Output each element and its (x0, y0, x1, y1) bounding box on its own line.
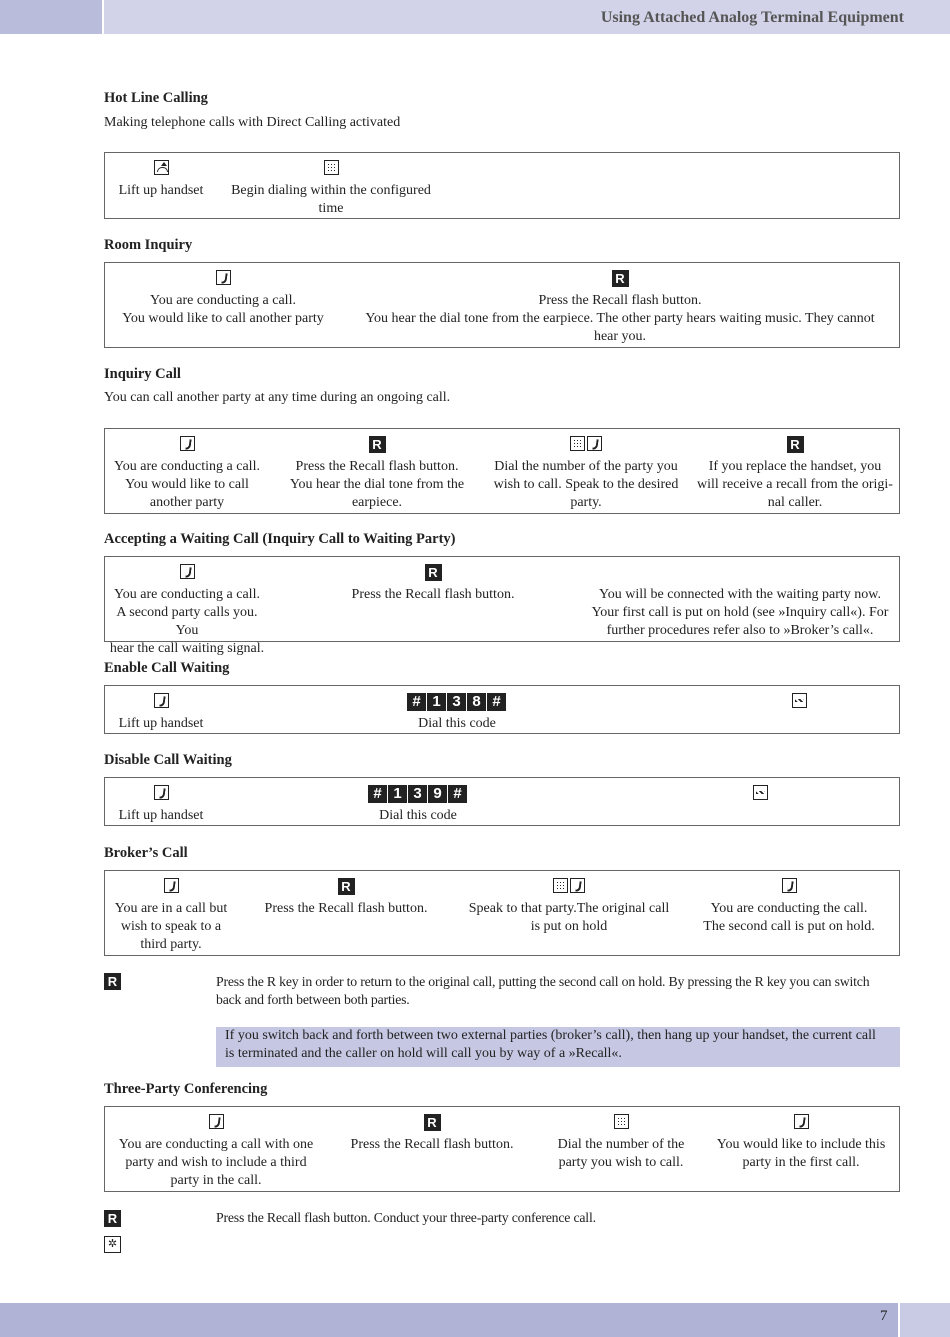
keypad-icon (570, 436, 585, 451)
step: You are in a call but wish to speak to a third party. (105, 871, 237, 954)
step (785, 686, 813, 715)
enable-waiting-heading: Enable Call Waiting (104, 660, 230, 676)
step: You are conducting a call. A second party calls you. You hear the call waiting signal. (105, 557, 269, 658)
step: You are conducting a call. You would like to call another party (105, 263, 341, 328)
recall-r-icon: R (104, 973, 121, 990)
step: You are conducting a call. You would like to call another party (105, 429, 269, 512)
step: You are conducting a call with one party and wish to include a third party in the call. (105, 1107, 327, 1190)
recall-r-icon: R (369, 436, 386, 453)
step: Dial the number of the party you wish to call. (533, 1107, 709, 1172)
room-inquiry-box (104, 262, 900, 348)
conference-heading: Three-Party Conferencing (104, 1081, 268, 1097)
note-box: If you switch back and forth between two external parties (broker’s call), then hang up your handset, the current call is terminated and the caller on hold will call you by way of a »Recall«. (216, 1027, 900, 1067)
brokers-heading: Broker’s Call (104, 845, 188, 861)
header-left-band (0, 0, 102, 34)
code-key: 3 (447, 693, 466, 711)
step: You are conducting the call. The second call is put on hold. (689, 871, 889, 936)
step: Lift up handset (105, 686, 217, 733)
handset-icon (209, 1114, 224, 1129)
recall-r-icon: R (425, 564, 442, 581)
recall-r-icon: R (787, 436, 804, 453)
confirmation-tone-icon (792, 693, 807, 708)
inquiry-call-box (104, 428, 900, 514)
step: R Press the Recall flash button. (351, 565, 515, 602)
step: R Press the Recall flash button. You hear the dial tone from the earpiece. (289, 437, 465, 510)
brokers-box (104, 870, 900, 956)
step: You would like to include this party in the first call. (705, 1107, 897, 1172)
accepting-waiting-heading: Accepting a Waiting Call (Inquiry Call to Waiting Party) (104, 531, 456, 547)
code-key: 3 (408, 785, 427, 803)
hot-line-intro: Making telephone calls with Direct Calling activated (104, 115, 401, 130)
room-inquiry-heading: Room Inquiry (104, 237, 193, 253)
step: R Press the Recall flash button. You hear the dial tone from the earpiece. The other party hears waiting music. They cannot hear you. (365, 271, 875, 344)
page-number: 7 (880, 1308, 888, 1324)
code-key: # (487, 693, 506, 711)
step: Lift up handset (105, 153, 217, 200)
code-key: # (448, 785, 467, 803)
confirmation-tone-icon (753, 785, 768, 800)
header-band (104, 0, 950, 34)
step: # 1 3 8 # Dial this code (355, 686, 559, 733)
conference-icon: ✲ (104, 1236, 121, 1253)
step: Begin dialing within the configured time (217, 153, 445, 218)
accepting-waiting-box (104, 556, 900, 656)
keypad-icon (614, 1114, 629, 1129)
disable-waiting-box (104, 777, 900, 826)
code-key: 1 (388, 785, 407, 803)
code-key: 9 (428, 785, 447, 803)
step: R If you replace the handset, you will receive a recall from the origi- nal caller. (697, 437, 893, 510)
step: R Press the Recall flash button. (264, 879, 428, 916)
keypad-icon (324, 160, 339, 175)
brokers-r-text: Press the R key in order to return to the original call, putting the second call on hold. By pressing the R key you can switch back and forth between both parties. (216, 974, 870, 1007)
step (746, 778, 774, 807)
step: # 1 3 9 # Dial this code (315, 778, 521, 825)
disable-waiting-heading: Disable Call Waiting (104, 752, 232, 768)
handset-icon (794, 1114, 809, 1129)
code-key: # (368, 785, 387, 803)
code-key: 8 (467, 693, 486, 711)
keypad-icon (553, 878, 568, 893)
lift-handset-icon (154, 160, 169, 175)
handset-icon (180, 564, 195, 579)
recall-r-icon: R (612, 270, 629, 287)
handset-icon (154, 785, 169, 800)
footer-band (0, 1303, 898, 1337)
enable-waiting-box (104, 685, 900, 734)
step: You will be connected with the waiting party now. Your first call is put on hold (see »Inquiry call«). For further procedures refer also to »Broker’s call«. (591, 587, 889, 638)
handset-icon (782, 878, 797, 893)
step: Dial the number of the party you wish to call. Speak to the desired party. (483, 429, 689, 512)
step: Lift up handset (105, 778, 217, 825)
hot-line-box (104, 152, 900, 219)
inquiry-call-intro: You can call another party at any time during an ongoing call. (104, 390, 451, 405)
step: Speak to that party.The original call is put on hold (457, 871, 681, 936)
handset-icon (216, 270, 231, 285)
step: R Press the Recall flash button. (350, 1115, 514, 1152)
code-key: 1 (427, 693, 446, 711)
handset-icon (154, 693, 169, 708)
code-key: # (407, 693, 426, 711)
page-header-title: Using Attached Analog Terminal Equipment (600, 9, 904, 26)
conference-box (104, 1106, 900, 1192)
handset-icon (180, 436, 195, 451)
handset-icon (570, 878, 585, 893)
inquiry-call-heading: Inquiry Call (104, 366, 181, 382)
footer-right-band (900, 1303, 950, 1337)
recall-r-icon: R (424, 1114, 441, 1131)
hot-line-heading: Hot Line Calling (104, 90, 208, 106)
handset-icon (587, 436, 602, 451)
handset-icon (164, 878, 179, 893)
recall-r-icon: R (104, 1210, 121, 1227)
recall-r-icon: R (338, 878, 355, 895)
conference-r-text: Press the Recall flash button. Conduct your three-party conference call. (216, 1210, 596, 1225)
